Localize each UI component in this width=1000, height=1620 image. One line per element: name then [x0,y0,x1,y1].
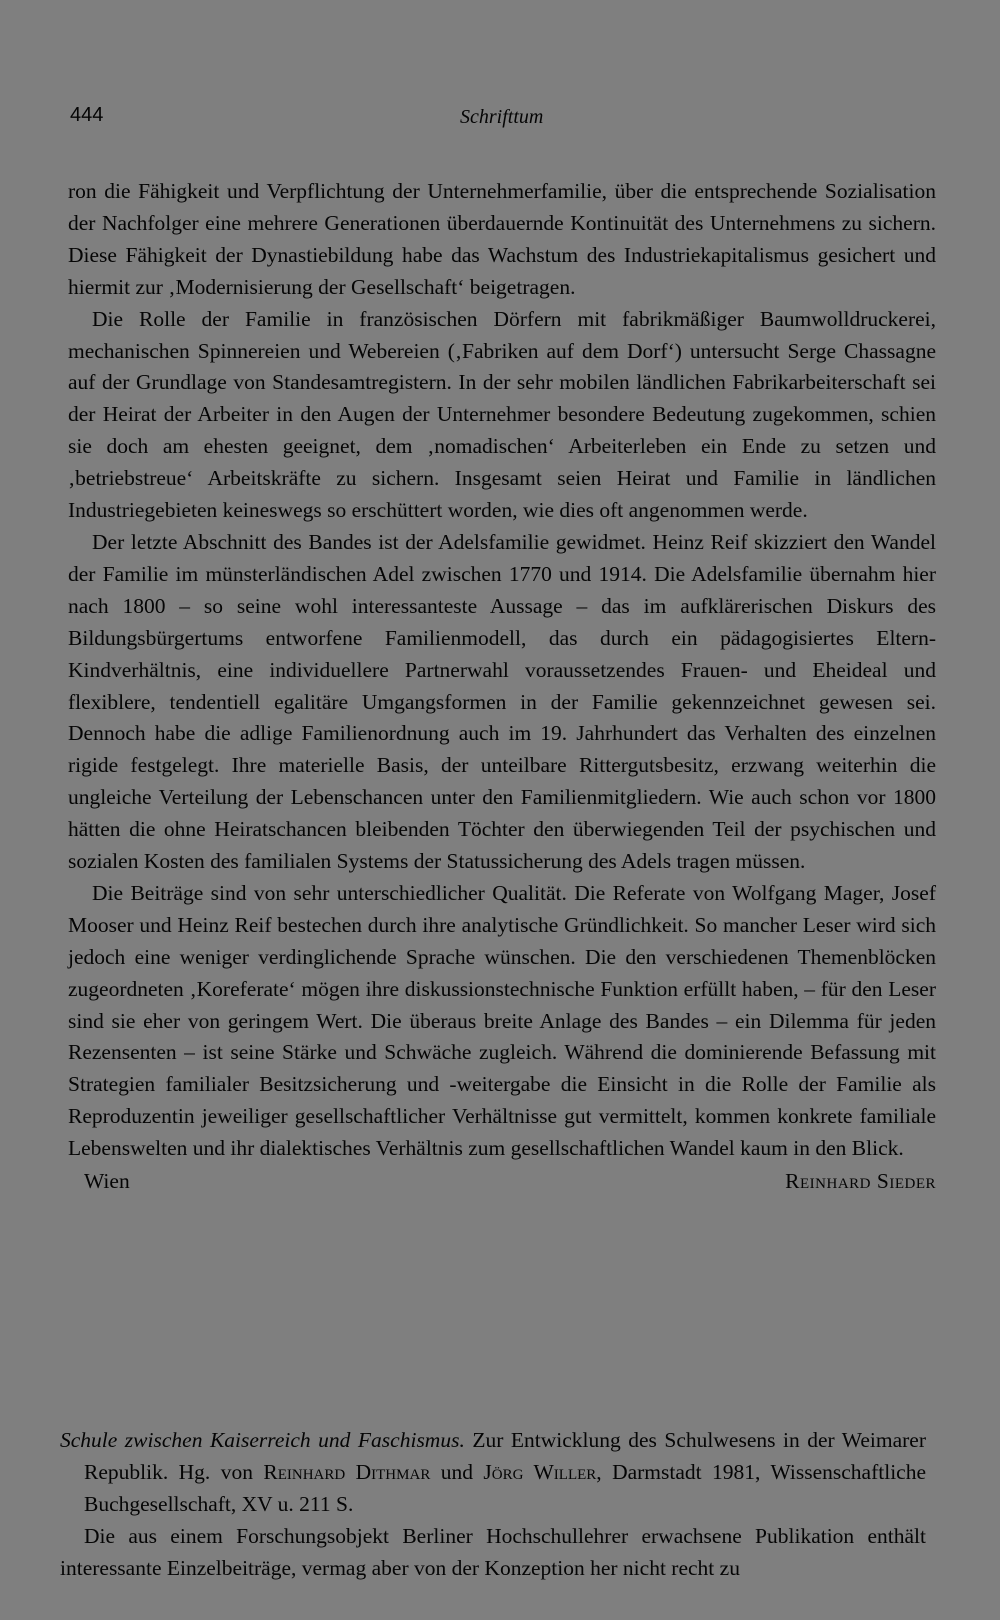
review-paragraph-2: Die Rolle der Familie in französischen Dörfern mit fabrikmäßiger Baumwolldruckerei, mechanischen Spinnereien und Webereien (‚Fabriken auf dem Dorf‘) untersucht Serge Chassagne auf der Grundlage von Standesamtregistern. In der sehr mobilen ländlichen Fabrikarbeiterschaft sei der Heirat der Arbeiter in den Augen der Unternehmer besondere Bedeutung zugekommen, schien sie doch am ehesten geeignet, dem ‚nomadischen‘ Arbeiterleben ein Ende zu setzen und ‚betriebstreue‘ Arbeitskräfte zu sichern. Insgesamt seien Heirat und Familie in ländlichen Industriegebieten keineswegs so erschüttert worden, wie dies oft angenommen werde. [68,306,936,523]
book-citation [60,1425,926,1521]
citation-text-1: Zur Entwicklung des Schulwesens in der Weimarer Republik. Hg. von [84,1428,926,1484]
citation-and: und [430,1459,484,1484]
review-paragraph-4: Die Beiträge sind von sehr unterschiedlicher Qualität. Die Referate von Wolfgang Mager, Josef Mooser und Heinz Reif bestechen durch ihre analytische Gründlichkeit. So mancher Leser wird sich jedoch eine weniger verdinglichende Sprache wünschen. Die den verschiedenen Themenblöcken zugeordneten ‚Koreferate‘ mögen ihre diskussionstechnische Funktion erfüllt haben, – für den Leser sind sie eher von geringem Wert. Die überaus breite Anlage des Bandes – ein Dilemma für jeden Rezensenten – ist seine Stärke und Schwäche zugleich. Während die dominierende Befassung mit Strategien familialer Besitzsicherung und -weitergabe die Einsicht in die Rolle der Familie als Reproduzentin jeweiliger gesellschaftlicher Verhältnisse gut vermittelt, kommen konkrete familiale Lebenswelten und ihr dialektisches Verhältnis zum gesellschaftlichen Wandel kaum in den Blick. [68,880,936,1161]
running-title: Schrifttum [460,106,544,128]
editor-2: Jörg Willer [483,1459,597,1484]
page-number: 444 [70,104,104,126]
next-review [60,1425,926,1585]
citation-text-2: , Darmstadt 1981, Wissenschaftliche Buchgesellschaft, XV u. 211 S. [84,1459,927,1516]
editor-1: Reinhard Dithmar [263,1459,431,1484]
review-signature [68,1166,936,1198]
reviewer-name: Reinhard Sieder [785,1169,936,1194]
signature-place: Wien [84,1169,130,1194]
page-header [70,104,930,134]
review-paragraph-1: ron die Fähigkeit und Verpflichtung der Unternehmerfamilie, über die entsprechende Sozialisation der Nachfolger eine mehrere Generationen überdauernde Kontinuität des Unternehmens zu sichern. Diese Fähigkeit der Dynastiebildung habe das Wachstum des Industriekapitalismus gesichert und hiermit zur ‚Modernisierung der Gesellschaft‘ beigetragen. [68,179,936,299]
next-review-paragraph: Die aus einem Forschungsobjekt Berliner Hochschullehrer erwachsene Publikation enthält interessante Einzelbeiträge, vermag aber von der Konzeption her nicht recht zu [60,1523,926,1580]
review-text [68,176,936,1198]
review-paragraph-3: Der letzte Abschnitt des Bandes ist der Adelsfamilie gewidmet. Heinz Reif skizziert den Wandel der Familie im münsterländischen Adel zwischen 1770 und 1914. Die Adelsfamilie übernahm hier nach 1800 – so seine wohl interessanteste Aussage – das im aufklärerischen Diskurs des Bildungsbürgertums entworfene Familienmodell, das durch ein pädagogisiertes Eltern-Kindverhältnis, eine individuellere Partnerwahl voraussetzendes Frauen- und Eheideal und flexiblere, tendentiell egalitäre Umgangsformen in der Familie gekennzeichnet gewesen sei. Dennoch habe die adlige Familienordnung auch im 19. Jahrhundert das Verhalten des einzelnen rigide festgelegt. Ihre materielle Basis, der unteilbare Rittergutsbesitz, erzwang weiterhin die ungleiche Verteilung der Lebenschancen unter den Familienmitgliedern. Wie auch schon vor 1800 hätten die ohne Heiratschancen bleibenden Töchter den überwiegenden Teil der psychischen und sozialen Kosten des familialen Systems der Statussicherung des Adels tragen müssen. [68,529,936,874]
book-title: Schule zwischen Kaiserreich und Faschismus. [60,1428,465,1452]
